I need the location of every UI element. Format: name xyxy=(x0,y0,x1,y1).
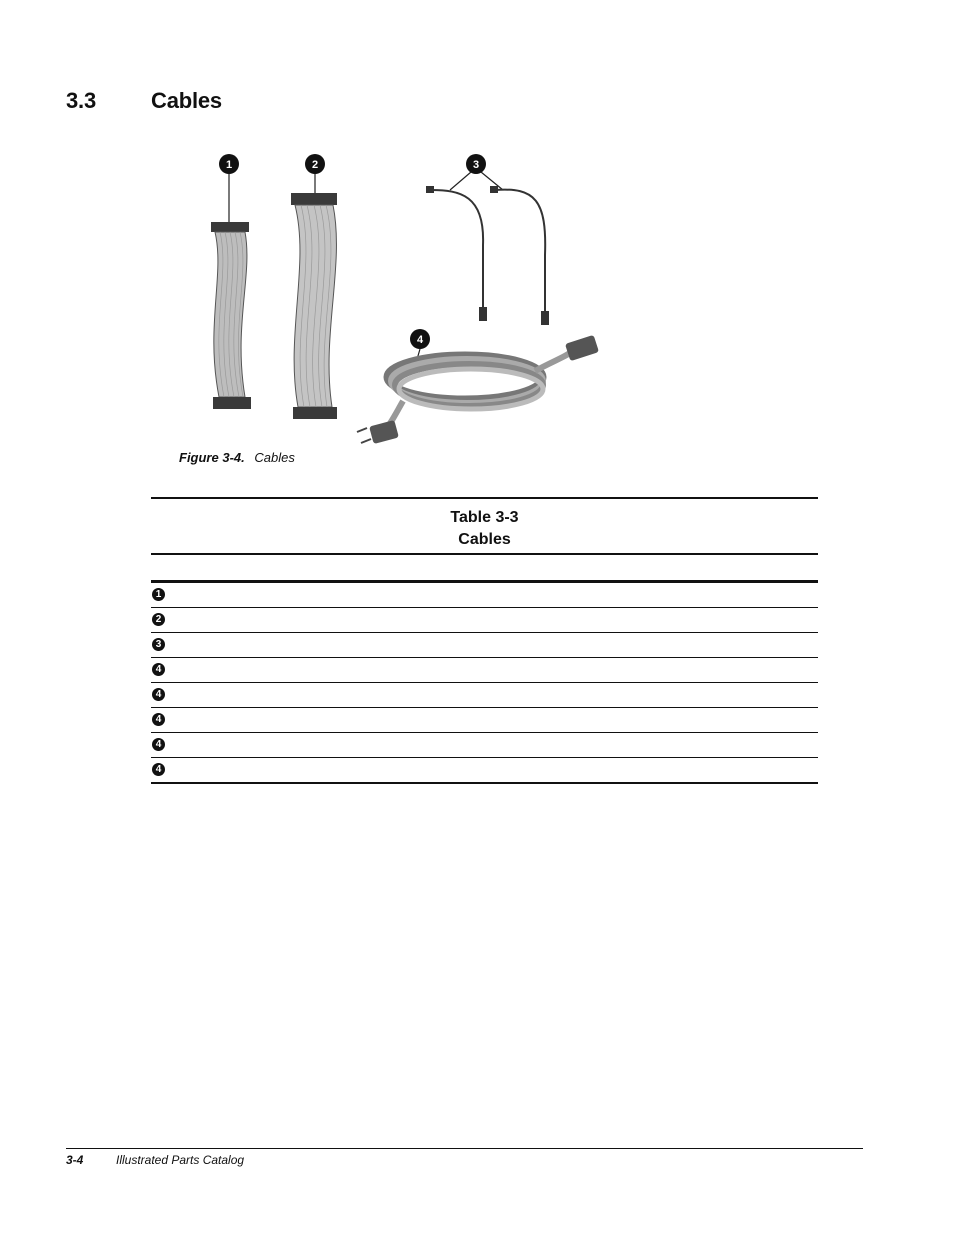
item-number-icon: 1 xyxy=(152,588,165,601)
table-header-row xyxy=(151,555,818,583)
table-row xyxy=(151,733,818,758)
figure-title: Cables xyxy=(254,450,295,465)
item-number-icon: 4 xyxy=(152,738,165,751)
callout-1-label: 1 xyxy=(225,159,233,171)
table-title-line2: Cables xyxy=(458,531,511,548)
table-title xyxy=(151,499,818,555)
table-row xyxy=(151,683,818,708)
item-number-icon: 4 xyxy=(152,663,165,676)
table-row xyxy=(151,583,818,608)
cables-figure xyxy=(175,145,615,450)
item-number-icon: 4 xyxy=(152,763,165,776)
document-title: Illustrated Parts Catalog xyxy=(116,1153,245,1167)
figure-label: Figure 3-4. xyxy=(179,450,245,465)
table-row xyxy=(151,608,818,633)
cables-table xyxy=(151,497,818,784)
section-number: 3.3 xyxy=(66,88,96,113)
figure-caption xyxy=(179,450,295,465)
cables-illustration xyxy=(175,145,615,450)
callout-2-label: 2 xyxy=(311,159,319,171)
table-row xyxy=(151,708,818,733)
table-row xyxy=(151,658,818,683)
item-number-icon: 4 xyxy=(152,713,165,726)
section-title: Cables xyxy=(151,88,222,113)
item-number-icon: 4 xyxy=(152,688,165,701)
item-number-icon: 3 xyxy=(152,638,165,651)
page-footer xyxy=(66,1153,244,1167)
table-row xyxy=(151,758,818,784)
section-heading xyxy=(66,88,222,114)
page-number: 3-4 xyxy=(66,1153,84,1167)
item-number-icon: 2 xyxy=(152,613,165,626)
callout-3-label: 3 xyxy=(472,159,480,171)
table-row xyxy=(151,633,818,658)
callout-4-label: 4 xyxy=(416,334,424,346)
footer-rule xyxy=(66,1148,863,1149)
table-title-line1: Table 3-3 xyxy=(450,509,519,526)
